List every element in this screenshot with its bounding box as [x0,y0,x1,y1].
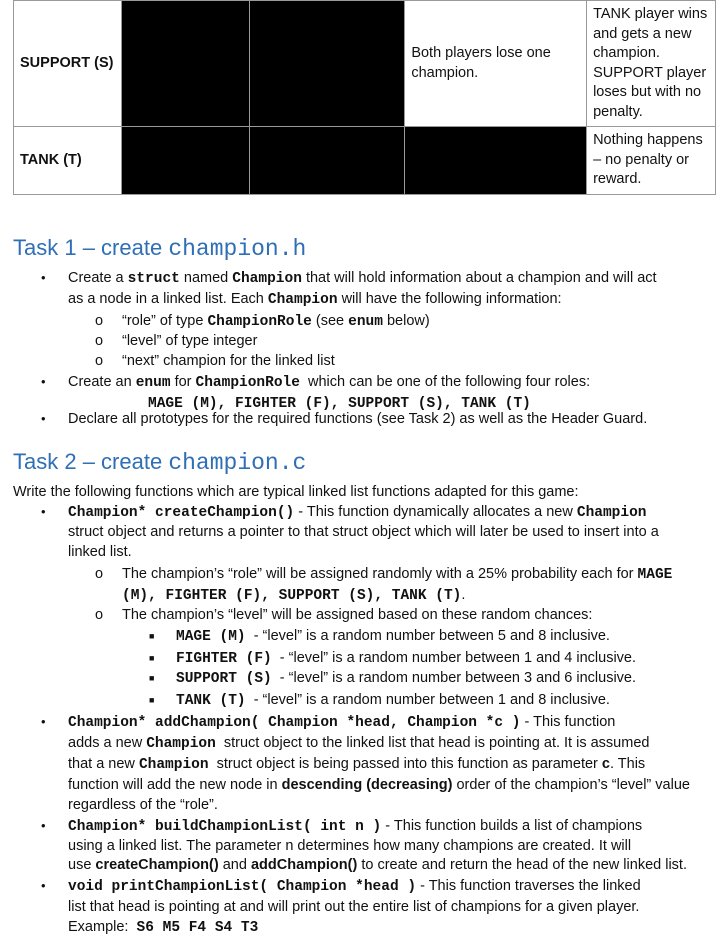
level-item: MAGE (M) - “level” is a random number between 5 and 8 inclusive. [176,628,610,645]
task2-heading-file: champion.c [168,450,307,476]
task2-f3-line2: using a linked list. The parameter n determines how many champions are created. It will [68,838,632,854]
task2-example: Example: S6 M5 F4 S4 T3 [68,919,259,936]
circle-bullet-icon: o [95,333,104,349]
cell-tank-vs-tank: Nothing happens – no penalty or reward. [587,127,716,195]
row-label-tank: TANK (T) [14,127,122,195]
task2-f3-line3: use createChampion() and addChampion() to create and return the head of the new linked list. [68,857,687,873]
task1-sub2: “level” of type integer [122,333,258,349]
task2-f1-sub1: The champion’s “role” will be assigned randomly with a 25% probability each for MAGE [122,566,673,583]
task1-bullet1-line2: as a node in a linked list. Each Champion will have the following information: [68,291,562,308]
task2-heading-text: Task 2 – create [13,449,163,474]
square-bullet-icon: ■ [149,631,155,641]
row-label-support: SUPPORT (S) [14,1,122,127]
level-item: SUPPORT (S) - “level” is a random number between 3 and 6 inclusive. [176,670,637,687]
task1-heading-text: Task 1 – create [13,235,163,260]
bullet-icon: • [41,270,46,285]
task2-f1-sub2: The champion’s “level” will be assigned based on these random chances: [122,607,593,623]
blacked-cell [121,1,249,127]
cell-support-vs-support: Both players lose one champion. [405,1,587,127]
square-bullet-icon: ■ [149,695,155,705]
table-row [14,127,716,195]
level-item: TANK (T) - “level” is a random number between 1 and 8 inclusive. [176,692,610,709]
blacked-cell [249,127,405,195]
bullet-icon: • [41,411,46,426]
task2-f2: Champion* addChampion( Champion *head, Champion *c ) - This function [68,714,616,731]
task2-f2-line2: adds a new Champion struct object to the linked list that head is pointing at. It is assumed [68,735,650,752]
cell-support-vs-tank: TANK player wins and gets a new champion. SUPPORT player loses but with no penalty. [587,1,716,127]
task1-sub3: “next” champion for the linked list [122,353,335,369]
level-item: FIGHTER (F) - “level” is a random number between 1 and 4 inclusive. [176,650,637,667]
task2-heading [13,449,306,476]
task2-f1-line3: linked list. [68,544,132,560]
task1-roles: MAGE (M), FIGHTER (F), SUPPORT (S), TANK (T) [148,396,531,412]
task1-sub1: “role” of type ChampionRole (see enum below) [122,313,430,330]
bullet-icon: • [41,818,46,833]
bullet-icon: • [41,878,46,893]
task2-f1-line2: struct object and returns a pointer to that struct object which will later be used to insert into a [68,524,659,540]
circle-bullet-icon: o [95,566,104,582]
bullet-icon: • [41,374,46,389]
blacked-cell [405,127,587,195]
circle-bullet-icon: o [95,353,104,369]
circle-bullet-icon: o [95,607,104,623]
task2-f1-sub1-line2: (M), FIGHTER (F), SUPPORT (S), TANK (T). [122,587,466,604]
task1-bullet1: Create a struct named Champion that will hold information about a champion and will act [68,270,657,287]
task2-intro: Write the following functions which are typical linked list functions adapted for this game: [13,484,579,500]
blacked-cell [121,127,249,195]
task2-f2-line3: that a new Champion struct object is being passed into this function as parameter c. This [68,756,646,773]
task2-f4-line2: list that head is pointing at and will print out the entire list of champions for a given player. [68,899,640,915]
task2-f3: Champion* buildChampionList( int n ) - This function builds a list of champions [68,818,643,835]
task2-f2-line4: function will add the new node in descending (decreasing) order of the champion’s “level” value [68,777,690,793]
task1-heading-file: champion.h [168,236,307,262]
task2-f2-line5: regardless of the “role”. [68,797,218,813]
task1-heading [13,235,306,262]
table-row [14,1,716,127]
task2-f4: void printChampionList( Champion *head ) - This function traverses the linked [68,878,641,895]
task2-f1: Champion* createChampion() - This function dynamically allocates a new Champion [68,504,647,521]
square-bullet-icon: ■ [149,673,155,683]
outcome-table [13,0,716,195]
square-bullet-icon: ■ [149,653,155,663]
circle-bullet-icon: o [95,313,104,329]
bullet-icon: • [41,504,46,519]
bullet-icon: • [41,714,46,729]
task1-bullet2: Create an enum for ChampionRole which can be one of the following four roles: [68,374,591,391]
blacked-cell [249,1,405,127]
task1-bullet3: Declare all prototypes for the required functions (see Task 2) as well as the Header Guard. [68,411,648,427]
